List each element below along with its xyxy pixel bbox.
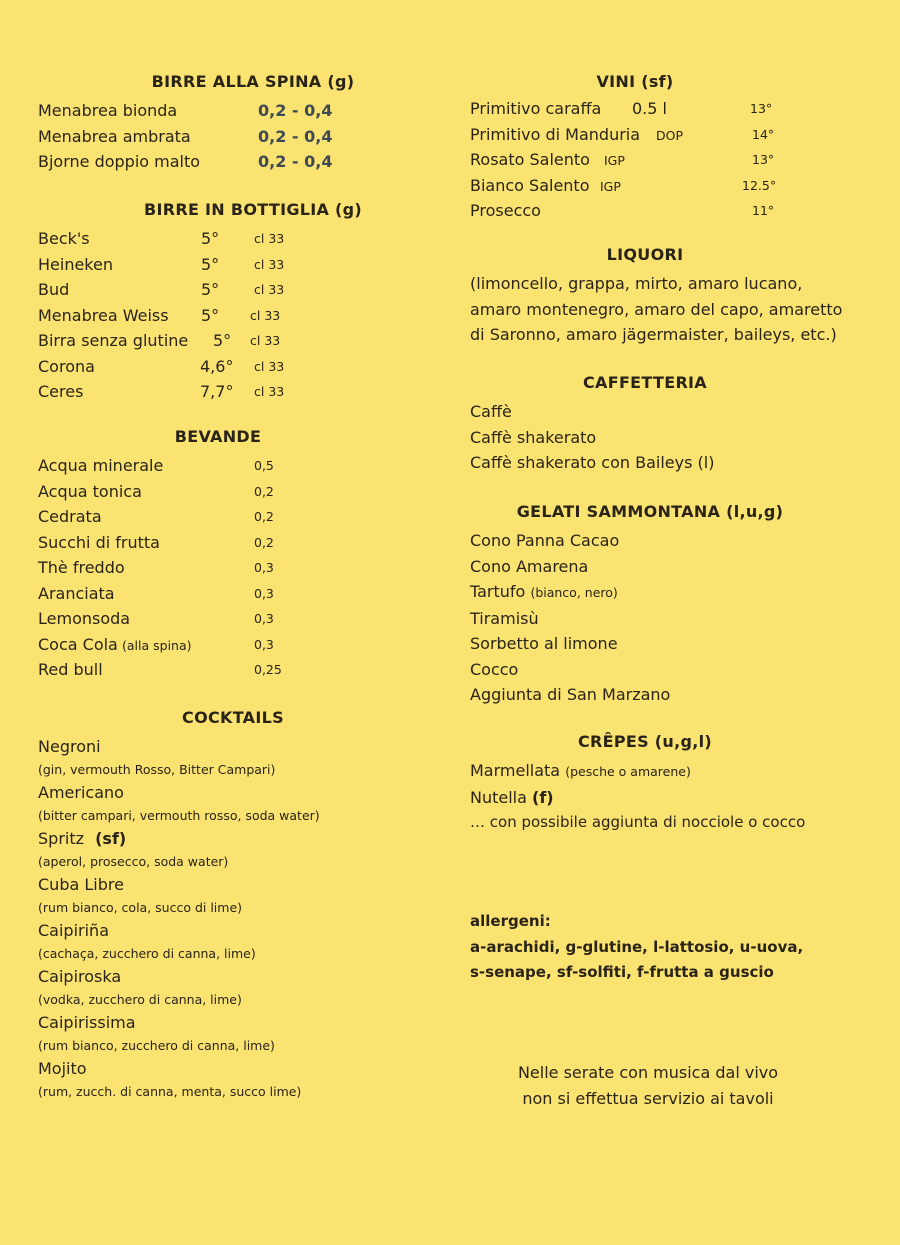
- item-abv: 11°: [752, 203, 775, 218]
- cocktail-item: [38, 826, 428, 872]
- list-item: [38, 303, 428, 329]
- list-item: [470, 147, 870, 173]
- item-size: 0,3: [254, 560, 274, 575]
- list-item: Cono Amarena: [470, 556, 589, 576]
- liquori-line: di Saronno, amaro jägermaister, baileys, etc.): [470, 325, 837, 344]
- section-cocktails: [38, 708, 428, 1099]
- section-title: LIQUORI: [606, 245, 684, 264]
- allergeni-line: a-arachidi, g-glutine, l-lattosio, u-uova,: [470, 937, 804, 956]
- cocktail-item: [38, 1010, 428, 1056]
- item-abv: 13°: [752, 152, 775, 167]
- item-name: Bud: [38, 280, 70, 299]
- list-item: [470, 785, 805, 811]
- item-abv: 5°: [213, 331, 232, 350]
- item-name: Primitivo di Manduria: [470, 124, 641, 144]
- section-caffetteria: [470, 373, 870, 472]
- item-name: Acqua minerale: [38, 456, 164, 475]
- item-abv: 4,6°: [200, 356, 234, 376]
- item-desc: (vodka, zucchero di canna, lime): [38, 992, 242, 1007]
- list-item: [38, 632, 428, 658]
- item-note: (bianco, nero): [530, 585, 618, 600]
- item-name: Prosecco: [470, 201, 541, 220]
- section-title: CRÊPES (u,g,l): [577, 732, 713, 751]
- list-item: Sorbetto al limone: [470, 634, 618, 653]
- item-size: cl 33: [254, 256, 285, 272]
- cocktail-item: [38, 780, 428, 826]
- item-name: Lemonsoda: [38, 609, 131, 628]
- item-name: Negroni: [38, 737, 101, 756]
- item-size: cl 33: [254, 358, 285, 374]
- item-desc: (rum bianco, zucchero di canna, lime): [38, 1038, 275, 1053]
- list-item: [470, 96, 870, 122]
- item-name: Cedrata: [38, 507, 102, 526]
- item-suffix: DOP: [656, 127, 684, 143]
- list-item: [38, 277, 428, 303]
- item-size: 0,3: [254, 636, 274, 652]
- section-title: COCKTAILS: [182, 708, 284, 727]
- list-item: [38, 226, 428, 252]
- item-abv: 7,7°: [200, 382, 234, 401]
- list-item: Tiramisù: [470, 608, 539, 628]
- item-size: cl 33: [254, 231, 285, 246]
- item-suffix: IGP: [600, 178, 621, 194]
- section-title: CAFFETTERIA: [583, 373, 707, 392]
- cocktail-item: [38, 872, 428, 918]
- item-size: 0,2: [254, 534, 274, 550]
- item-size: cl 33: [254, 384, 285, 399]
- item-note: (pesche o amarene): [565, 764, 691, 779]
- section-crepes: [470, 732, 870, 831]
- list-item: [470, 758, 805, 785]
- item-abv: 5°: [201, 229, 220, 248]
- item-desc: (rum, zucch. di canna, menta, succo lime): [38, 1084, 302, 1099]
- list-item: Caffè shakerato: [470, 427, 597, 447]
- item-name: Aranciata: [38, 583, 115, 603]
- list-item: [38, 606, 428, 632]
- item-name: Tartufo: [470, 582, 526, 601]
- list-item: [38, 124, 428, 150]
- section-title: BIRRE ALLA SPINA (g): [151, 72, 355, 91]
- item-size: 0,3: [254, 611, 274, 626]
- list-item: Cocco: [470, 659, 519, 679]
- item-name: Acqua tonica: [38, 481, 142, 501]
- item-size: cl 33: [254, 282, 285, 297]
- item-name: Birra senza glutine: [38, 331, 189, 350]
- cocktail-item: [38, 964, 428, 1010]
- list-item: [38, 504, 428, 530]
- liquori-line: amaro montenegro, amaro del capo, amaretto: [470, 299, 843, 319]
- item-name: Nutella: [470, 787, 527, 807]
- item-desc: (bitter campari, vermouth rosso, soda water): [38, 808, 320, 823]
- item-desc: (gin, vermouth Rosso, Bitter Campari): [38, 762, 276, 777]
- item-name: Americano: [38, 783, 124, 802]
- item-size: 0,25: [254, 662, 282, 677]
- list-item: [38, 149, 428, 175]
- liquori-line: (limoncello, grappa, mirto, amaro lucano,: [470, 274, 803, 293]
- item-abv: 5°: [201, 305, 220, 325]
- item-suffix: 0.5 l: [632, 99, 667, 118]
- item-abv: 5°: [201, 254, 220, 274]
- list-item: [38, 657, 428, 683]
- item-name: Mojito: [38, 1059, 87, 1078]
- item-price: 0,2 - 0,4: [258, 126, 333, 146]
- item-size: 0,2: [254, 483, 274, 499]
- item-abv: 12.5°: [742, 177, 777, 193]
- item-name: Coca Cola: [38, 634, 118, 654]
- item-suffix: IGP: [604, 153, 625, 168]
- section-gelati: [470, 502, 870, 704]
- item-name: Caipiriña: [38, 921, 109, 940]
- item-size: 0,2: [254, 509, 274, 524]
- list-item: Caffè shakerato con Baileys (l): [470, 453, 715, 472]
- item-note: (f): [532, 787, 554, 807]
- item-size: 0,5: [254, 458, 274, 473]
- item-name: Bianco Salento: [470, 175, 590, 195]
- item-name: Beck's: [38, 229, 90, 248]
- list-item: Aggiunta di San Marzano: [470, 685, 671, 704]
- list-item: [38, 581, 428, 607]
- item-name: Bjorne doppio malto: [38, 152, 201, 171]
- cocktail-item: [38, 734, 428, 780]
- item-name: Succhi di frutta: [38, 532, 160, 552]
- list-item: [470, 173, 870, 199]
- item-name: Marmellata: [470, 761, 561, 780]
- list-item: [38, 354, 428, 380]
- item-name: Corona: [38, 356, 95, 376]
- footer-note: [470, 1060, 826, 1111]
- list-item: Caffè: [470, 402, 512, 421]
- section-birre-spina: [38, 72, 428, 171]
- item-name: Ceres: [38, 382, 84, 401]
- list-item: [470, 198, 870, 224]
- item-name: Heineken: [38, 254, 113, 274]
- section-liquori: [470, 245, 870, 344]
- section-birre-bottiglia: [38, 200, 428, 401]
- list-item: [38, 453, 428, 479]
- list-item: [38, 98, 428, 124]
- item-desc: (aperol, prosecco, soda water): [38, 854, 229, 869]
- footer-line: Nelle serate con musica dal vivo: [517, 1063, 779, 1082]
- cocktail-item: [38, 1056, 428, 1102]
- section-title: VINI (sf): [596, 72, 674, 91]
- section-title: BEVANDE: [174, 427, 262, 446]
- item-price: 0,2 - 0,4: [258, 101, 333, 120]
- item-abv: 13°: [750, 101, 773, 116]
- allergeni-line: s-senape, sf-solfiti, f-frutta a guscio: [470, 963, 774, 981]
- item-tag: (sf): [95, 829, 127, 848]
- item-name: Spritz: [38, 829, 85, 848]
- list-item: [38, 530, 428, 556]
- item-name: Cuba Libre: [38, 875, 124, 894]
- crepes-extra: … con possibile aggiunta di nocciole o cocco: [470, 813, 806, 831]
- item-name: Menabrea Weiss: [38, 305, 169, 325]
- section-vini: [470, 72, 870, 220]
- item-name: Caipiroska: [38, 967, 122, 986]
- item-price: 0,2 - 0,4: [258, 152, 333, 171]
- item-name: Rosato Salento: [470, 150, 590, 169]
- list-item: [470, 579, 670, 606]
- list-item: Cono Panna Cacao: [470, 531, 620, 550]
- footer-line: non si effettua servizio ai tavoli: [522, 1088, 774, 1108]
- list-item: [38, 252, 428, 278]
- item-name: Thè freddo: [38, 558, 125, 577]
- item-size: 0,3: [254, 585, 274, 601]
- list-item: [38, 555, 428, 581]
- list-item: [38, 379, 428, 405]
- list-item: [38, 479, 428, 505]
- item-abv: 14°: [752, 126, 775, 142]
- item-name: Menabrea ambrata: [38, 126, 191, 146]
- list-item: [38, 328, 428, 354]
- item-desc: (cachaça, zucchero di canna, lime): [38, 946, 256, 961]
- item-name: Primitivo caraffa: [470, 99, 602, 118]
- allergeni-title: allergeni:: [470, 912, 551, 930]
- cocktail-item: [38, 918, 428, 964]
- section-allergeni: [470, 909, 870, 986]
- item-abv: 5°: [201, 280, 220, 299]
- section-title: BIRRE IN BOTTIGLIA (g): [143, 200, 363, 219]
- item-name: Red bull: [38, 660, 103, 679]
- section-title: GELATI SAMMONTANA (l,u,g): [516, 502, 784, 521]
- list-item: [470, 122, 870, 148]
- item-note: (alla spina): [122, 637, 192, 653]
- item-name: Caipirissima: [38, 1013, 136, 1032]
- item-desc: (rum bianco, cola, succo di lime): [38, 900, 243, 915]
- item-size: cl 33: [250, 307, 281, 323]
- section-bevande: [38, 427, 428, 679]
- item-name: Menabrea bionda: [38, 101, 178, 120]
- item-size: cl 33: [250, 333, 281, 348]
